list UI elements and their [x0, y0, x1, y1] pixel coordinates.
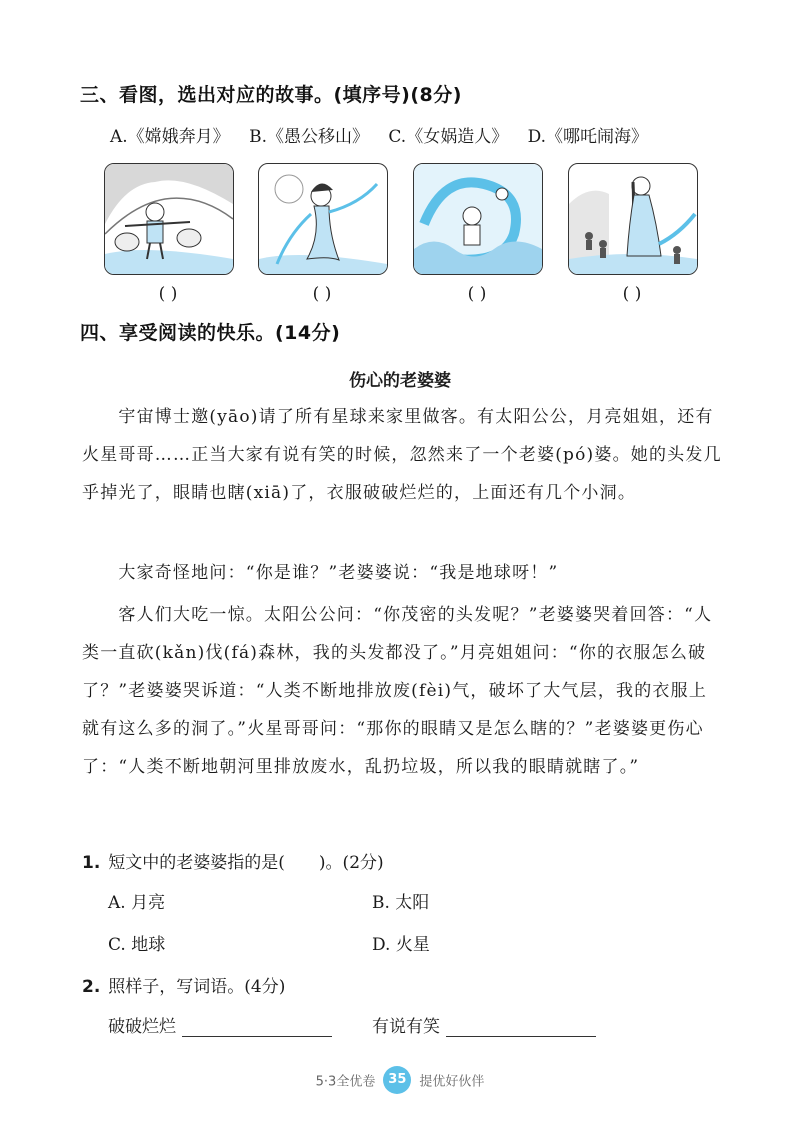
q1-choice-a[interactable]: A. 月亮: [108, 893, 166, 913]
story-title: 伤心的老婆婆: [349, 371, 451, 391]
q2-blank-1[interactable]: [182, 1018, 332, 1037]
answer-blank-4[interactable]: ( ): [622, 284, 642, 304]
q2-example-2-word: 有说有笑: [372, 1017, 440, 1037]
page-footer: [0, 1066, 800, 1094]
question-2: [82, 972, 285, 997]
section-3-title: 三、看图，选出对应的故事。(填序号)(8分): [80, 84, 462, 106]
question-2-text: 照样子，写词语。(4分): [108, 977, 286, 997]
section-4-title: 四、享受阅读的快乐。(14分): [80, 322, 341, 344]
q1-choice-d[interactable]: D. 火星: [372, 935, 430, 955]
option-b: B.《愚公移山》: [249, 127, 369, 147]
answer-blank-1[interactable]: ( ): [158, 284, 178, 304]
q2-blank-2[interactable]: [446, 1018, 596, 1037]
story-paragraph-2: 大家奇怪地问：“你是谁？”老婆婆说：“我是地球呀！”: [82, 563, 559, 583]
q2-example-1-word: 破破烂烂: [108, 1017, 176, 1037]
q1-choice-c[interactable]: C. 地球: [108, 935, 166, 955]
picture-change: [258, 163, 388, 275]
picture-nezha: [413, 163, 543, 275]
picture-nvwa: [568, 163, 698, 275]
option-d: D.《哪吒闹海》: [527, 127, 649, 147]
question-1-text: 短文中的老婆婆指的是( )。(2分): [108, 853, 384, 873]
footer-slogan: 提优好伙伴: [419, 1074, 485, 1090]
q2-example-2: [372, 1012, 596, 1037]
story-paragraph-1: 宇宙博士邀(yāo)请了所有星球来家里做客。有太阳公公，月亮姐姐，还有火星哥哥……正当大家有说有笑的时候，忽然来了一个老婆(pó)婆。她的头发几乎掉光了，眼睛也瞎(xiā)了，衣服破破烂烂的，上面还有几个小洞。: [82, 407, 722, 503]
q2-example-1: [108, 1012, 332, 1037]
picture-yugong: [104, 163, 234, 275]
question-1: [82, 848, 384, 873]
story-options: [110, 122, 710, 147]
answer-blank-3[interactable]: ( ): [467, 284, 487, 304]
option-c: C.《女娲造人》: [388, 127, 509, 147]
question-2-number: 2.: [82, 977, 101, 997]
answer-blank-2[interactable]: ( ): [312, 284, 332, 304]
option-a: A.《嫦娥奔月》: [110, 127, 230, 147]
page-number-badge: 35: [383, 1066, 411, 1094]
question-1-number: 1.: [82, 853, 101, 873]
footer-brand: 5·3全优卷: [315, 1074, 376, 1090]
story-paragraph-3: 客人们大吃一惊。太阳公公问：“你茂密的头发呢？”老婆婆哭着回答：“人类一直砍(kǎn)伐(fá)森林，我的头发都没了。”月亮姐姐问：“你的衣服怎么破了？”老婆婆哭诉道：“人类不断地排放废(fèi)气，破坏了大气层，我的衣服上就有这么多的洞了。”火星哥哥问：“那你的眼睛又是怎么瞎的？”老婆婆更伤心了：“人类不断地朝河里排放废水，乱扔垃圾，所以我的眼睛就瞎了。”: [82, 605, 713, 777]
q1-choice-b[interactable]: B. 太阳: [372, 893, 430, 913]
